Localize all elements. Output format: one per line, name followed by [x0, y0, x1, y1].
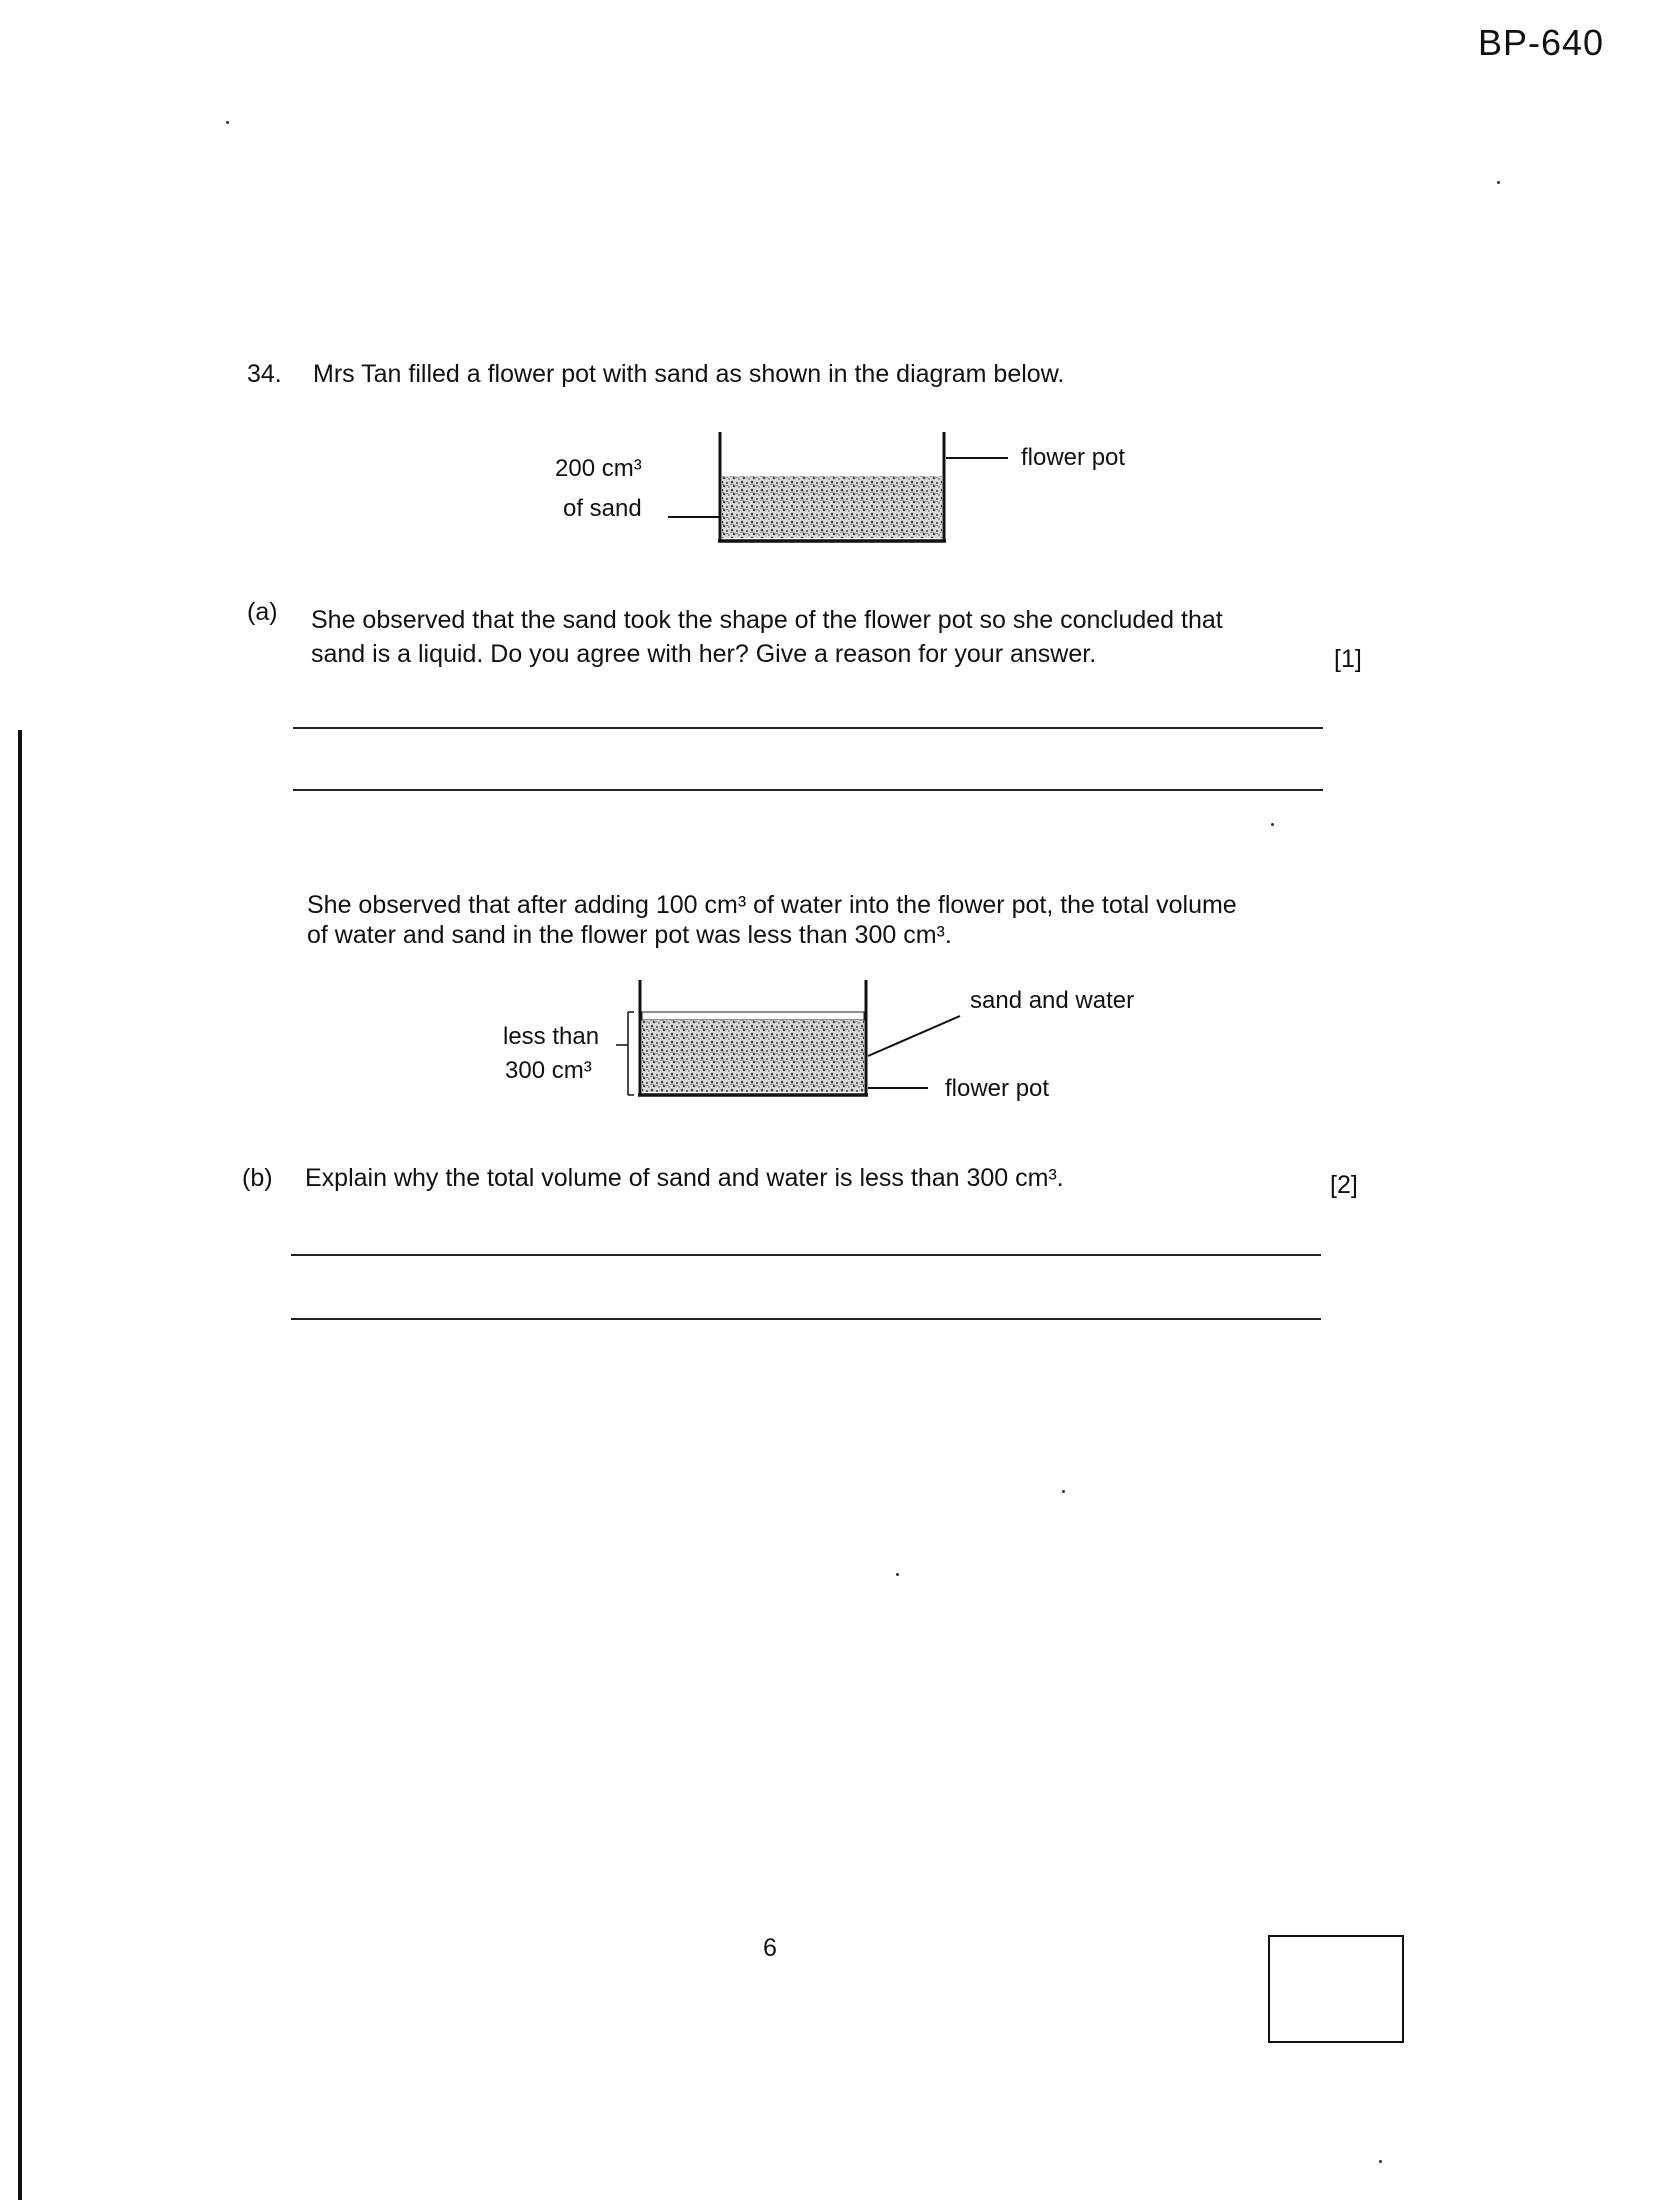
volume-label-line2: 300 cm³: [505, 1057, 592, 1084]
answer-line-b2[interactable]: [291, 1318, 1321, 1320]
sand-label: of sand: [563, 495, 642, 522]
part-b-marks: [2]: [1330, 1171, 1358, 1199]
intro-b-line1: She observed that after adding 100 cm³ of water into the flower pot, the total volume: [307, 891, 1237, 919]
flower-pot-label: flower pot: [1021, 444, 1126, 471]
part-b-text: Explain why the total volume of sand and water is less than 300 cm³.: [305, 1164, 1064, 1192]
sand-water-fill: [642, 1020, 864, 1092]
page-number: 6: [763, 1934, 777, 1962]
flower-pot-label-2: flower pot: [945, 1075, 1050, 1102]
question-stem: Mrs Tan filled a flower pot with sand as shown in the diagram below.: [313, 360, 1065, 388]
part-a-label: (a): [247, 598, 278, 626]
part-a-text-line1: She observed that the sand took the shape of the flower pot so she concluded that: [311, 606, 1223, 634]
page-code: BP-640: [1478, 22, 1605, 63]
volume-label-line1: less than: [503, 1023, 600, 1050]
sand-and-water-label: sand and water: [970, 987, 1135, 1014]
water-layer: [642, 1012, 864, 1020]
part-a-marks: [1]: [1334, 645, 1362, 673]
sand-volume-label: 200 cm³: [555, 455, 642, 482]
part-b-label: (b): [242, 1164, 273, 1192]
intro-b-line2: of water and sand in the flower pot was less than 300 cm³.: [307, 921, 952, 949]
score-box[interactable]: [1268, 1935, 1404, 2043]
answer-line-b1[interactable]: [291, 1254, 1321, 1256]
question-number: 34.: [247, 360, 282, 388]
part-a-text-line2: sand is a liquid. Do you agree with her? Give a reason for your answer.: [311, 640, 1097, 668]
